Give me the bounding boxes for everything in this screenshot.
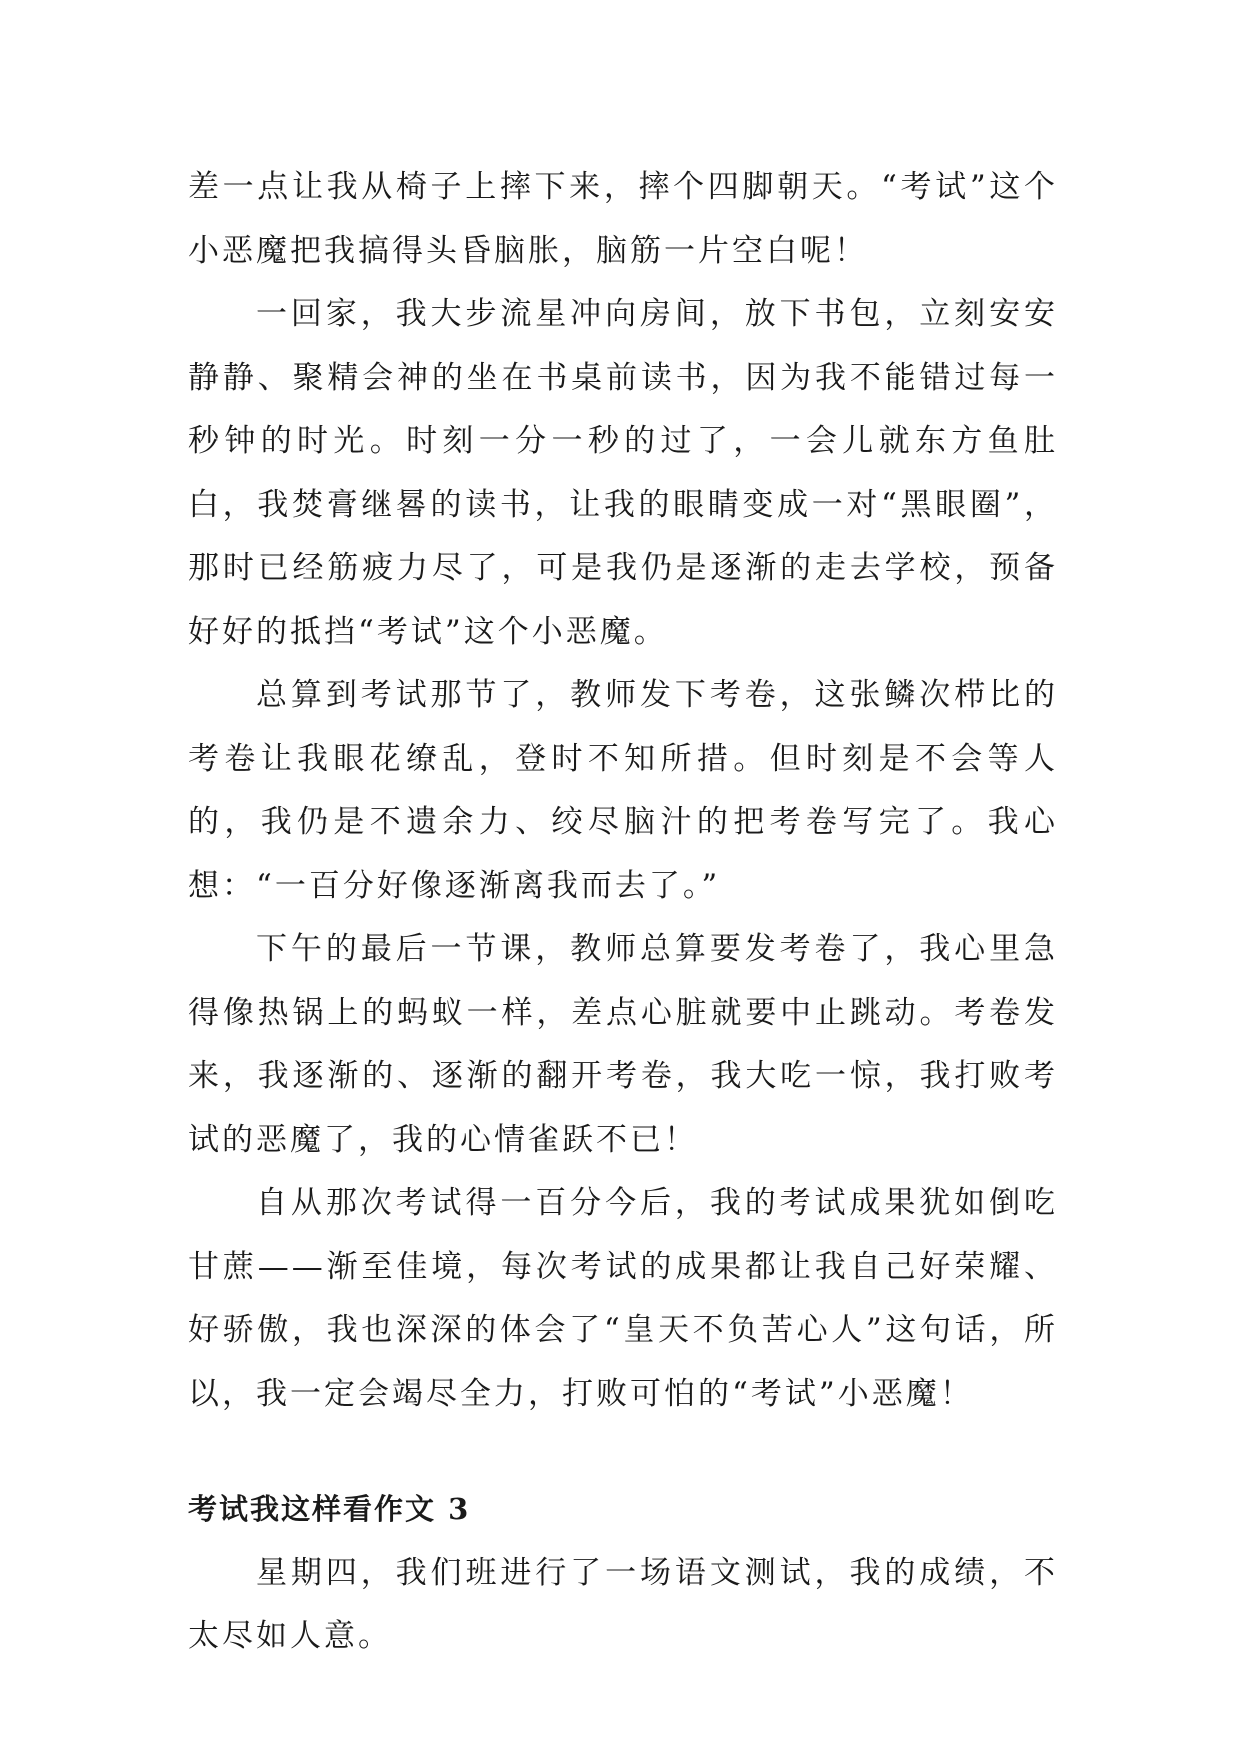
paragraph: 总算到考试那节了，教师发下考卷，这张鳞次栉比的考卷让我眼花缭乱，登时不知所措。但时刻是不会等人的，我仍是不遗余力、绞尽脑汁的把考卷写完了。我心想：“一百分好像逐渐离我而去了。”	[188, 677, 1058, 904]
paragraph: 星期四，我们班进行了一场语文测试，我的成绩，不太尽如人意。	[188, 1554, 1058, 1654]
paragraph: 下午的最后一节课，教师总算要发考卷了，我心里急得像热锅上的蚂蚁一样，差点心脏就要中止跳动。考卷发来，我逐渐的、逐渐的翻开考卷，我大吃一惊，我打败考试的恶魔了，我的心情雀跃不已！	[188, 931, 1058, 1158]
paragraph: 自从那次考试得一百分今后，我的考试成果犹如倒吃甘蔗——渐至佳境，每次考试的成果都让我自己好荣耀、好骄傲，我也深深的体会了“皇天不负苦心人”这句话，所以，我一定会竭尽全力，打败可怕的“考试”小恶魔！	[188, 1185, 1058, 1412]
paragraph-continuation: 差一点让我从椅子上摔下来，摔个四脚朝天。“考试”这个小恶魔把我搞得头昏脑胀，脑筋一片空白呢！	[188, 169, 1058, 269]
paragraph: 一回家，我大步流星冲向房间，放下书包，立刻安安静静、聚精会神的坐在书桌前读书，因为我不能错过每一秒钟的时光。时刻一分一秒的过了，一会儿就东方鱼肚白，我焚膏继晷的读书，让我的眼睛变成一对“黑眼圈”，那时已经筋疲力尽了，可是我仍是逐渐的走去学校，预备好好的抵挡“考试”这个小恶魔。	[188, 296, 1058, 650]
section-title: 考试我这样看作文 3	[188, 1492, 471, 1526]
document-body	[188, 156, 1058, 1669]
